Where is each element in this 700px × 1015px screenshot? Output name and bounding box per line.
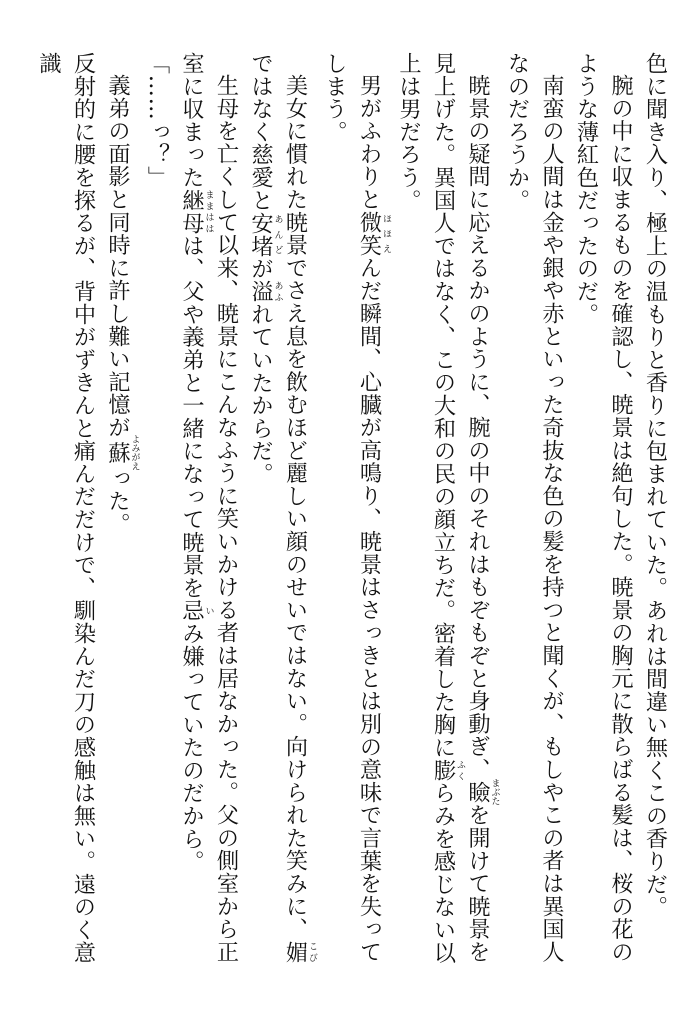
furigana-reading: あんど (272, 211, 283, 258)
ruby-annotated-word (247, 211, 283, 258)
text-run: 反射的に腰を探るが、背中がずきんと痛んだだけで、馴染んだ刀の感触は無い。遠のく意識 (35, 52, 96, 964)
text-run: らみを感じない以上は男だろう。 (395, 52, 456, 965)
ruby-annotated-word (430, 758, 465, 782)
text-run: 美女に慣れた暁景でさえ息を飲むほど麗しい顔のせいではない。向けられた笑みに、 (282, 74, 308, 941)
furigana-reading: よみがえ (129, 435, 140, 471)
text-run: 暁景の疑問に応えるかのように、腕の中のそれはもぞもぞと身動ぎ、 (464, 74, 491, 781)
vertical-text-body (31, 52, 672, 972)
text-run: った。 (104, 467, 131, 536)
text-run: 「……っ？」 (144, 52, 170, 189)
ruby-base: 溢 (247, 280, 274, 303)
paragraph (638, 52, 673, 972)
furigana-reading: い (203, 599, 214, 623)
furigana-reading: こび (307, 940, 317, 964)
text-run: を開けて暁景を見上げた。異国人ではなく、この大和の民の顔立ちだ。密着した胸に (430, 52, 491, 964)
text-run: 生母を亡くして以来、暁景にこんなふうに笑いかける者は居なかった。父の側室から正室に収まった (178, 52, 239, 964)
text-run: は、父や義弟と一緒になって暁景を (178, 234, 205, 600)
furigana-reading: まぶた (489, 778, 500, 806)
ruby-annotated-word (247, 280, 283, 303)
paragraph (100, 52, 140, 972)
furigana-reading: ふく (455, 758, 465, 782)
ruby-base: 蘇 (104, 435, 131, 471)
ruby-base: 安堵 (247, 211, 274, 258)
furigana-reading: ほほえ (381, 211, 391, 257)
furigana-reading: ままはは (203, 188, 214, 235)
ruby-annotated-word (104, 435, 140, 471)
text-run: が (247, 257, 274, 281)
ruby-annotated-word (178, 188, 214, 235)
text-run: 色に聞き入り、極上の温もりと香りに包まれていた。あれは間違い無くこの香りだ。 (642, 52, 668, 919)
paragraph (31, 52, 100, 972)
paragraph (174, 52, 243, 972)
furigana-reading: あふ (272, 280, 283, 303)
ruby-base: 微笑 (356, 211, 382, 257)
text-run: 男がふわりと (356, 74, 382, 211)
paragraph (243, 52, 317, 972)
paragraph (391, 52, 500, 972)
text-run: ではなく慈愛と (247, 52, 274, 212)
ruby-annotated-word (282, 940, 317, 964)
text-run: 腕の中に収まるものを確認し、暁景は絶句した。暁景の胸元に散らばる髪は、桜の花のような薄紅色だったのだ。 (573, 52, 634, 964)
ruby-base: 媚 (282, 940, 308, 964)
text-run: 南蛮の人間は金や銀や赤といった奇抜な色の髪を持つと聞くが、もしやこの者は異国人なのだろうか。 (504, 52, 565, 964)
paragraph (569, 52, 638, 972)
text-run: 義弟の面影と同時に許し難い記憶が (104, 74, 131, 439)
paragraph (140, 52, 175, 972)
text-run: んだ瞬間、心臓が高鳴り、暁景はさっきとは別の意味で言葉を失ってしまう。 (321, 52, 382, 964)
ruby-annotated-word (178, 599, 214, 623)
text-run: れていたからだ。 (247, 302, 274, 486)
ruby-annotated-word (464, 778, 500, 806)
paragraph (317, 52, 391, 972)
ruby-base: 継母 (178, 188, 205, 235)
ruby-base: 忌 (178, 599, 205, 623)
paragraph (500, 52, 569, 972)
ruby-annotated-word (356, 211, 391, 257)
ruby-base: 瞼 (464, 778, 491, 806)
ruby-base: 膨 (430, 758, 456, 782)
text-run: み嫌っていたのだから。 (178, 622, 205, 873)
